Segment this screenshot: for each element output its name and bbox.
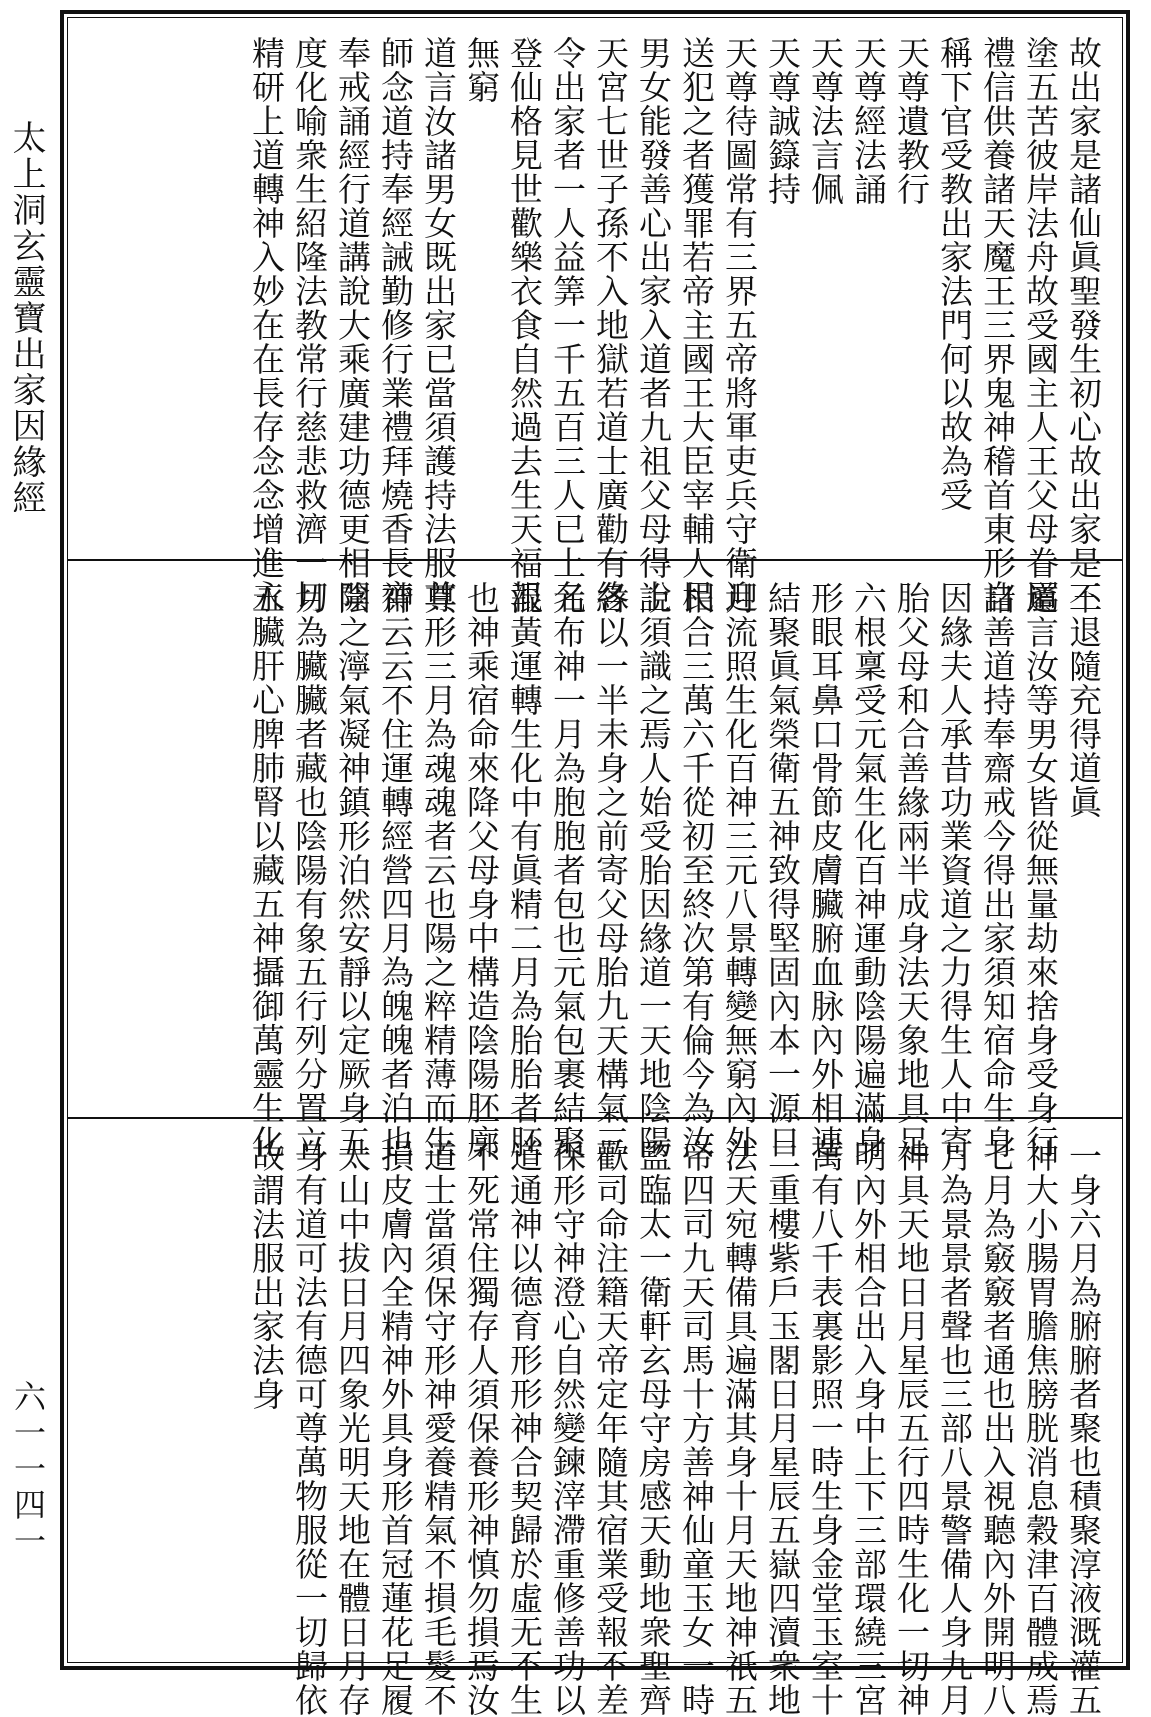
text-column: 度化喻衆生紹隆法教常行慈悲救濟一切 <box>290 36 329 614</box>
text-column: 結聚眞氣榮衛五神致得堅固內本一源日 <box>763 581 802 1159</box>
text-column: 因緣夫人承昔功業資道之力得生人中寄 <box>935 581 974 1159</box>
text-column: 天尊遺教行 <box>892 36 931 206</box>
text-column: 神大小腸胃膽焦膀胱消息穀津百體成焉 <box>1021 1139 1060 1717</box>
margin-book-title: 太上洞玄靈寶出家因緣經 <box>6 120 46 516</box>
panel-divider <box>68 559 1122 561</box>
text-column: 混黃運轉生化中有眞精二月為胎胎者胚 <box>505 581 544 1159</box>
text-column: 保形守神澄心自然變鍊滓滯重修善功以 <box>548 1139 587 1717</box>
text-column: 登仙格見世歡樂衣食自然過去生天福報 <box>505 36 544 614</box>
text-column: 法天宛轉備具遍滿其身十月天地神祇五 <box>720 1139 759 1717</box>
text-column: 萬有八千表裏影照一時生身金堂玉室十 <box>806 1139 845 1717</box>
text-column: 帝四司九天司馬十方善神仙童玉女一時 <box>677 1139 716 1717</box>
text-column: 各以一半未身之前寄父母胎九天構氣三 <box>591 581 630 1159</box>
text-column: 師念道持奉經誡勤修行業禮拜燒香長齋 <box>376 36 415 614</box>
text-column: 天尊經法誦 <box>849 36 888 206</box>
text-column: 不退隨充得道眞 <box>1064 581 1103 819</box>
text-column: 也神乘宿命來降父母身中構造陰陽胚廓 <box>462 581 501 1159</box>
text-column: 七月為竅竅者通也出入視聽內外開明八 <box>978 1139 1017 1717</box>
text-column: 天尊誠籙持 <box>763 36 802 206</box>
text-columns <box>248 36 1102 614</box>
text-column: 月為臟臟者藏也陰陽有象五行列分置立 <box>290 581 329 1159</box>
text-column: 道士當須保守形神愛養精氣不損毛髮不 <box>419 1139 458 1717</box>
text-column: 損皮膚內全精神外具身形首冠蓮花足履 <box>376 1139 415 1717</box>
text-column: 月為景景者聲也三部八景警備人身九月 <box>935 1139 974 1717</box>
text-column: 二重樓紫戶玉閣日月星辰五嶽四瀆衆地 <box>763 1139 802 1717</box>
text-column: 太山中拔日月四象光明天地在體日月存 <box>333 1139 372 1717</box>
text-columns <box>248 1139 1102 1717</box>
text-column: 月流照生化百神三元八景轉變無窮內外 <box>720 581 759 1159</box>
text-column: 塗五苦彼岸法舟故受國主人王父母眷屬 <box>1021 36 1060 614</box>
text-column: 送犯之者獲罪若帝主國王大臣宰輔人民 <box>677 36 716 614</box>
text-column: 陰之濘氣凝神鎮形泊然安靜以定厥身五 <box>333 581 372 1159</box>
text-panel-middle <box>68 563 1122 1159</box>
text-column: 天尊待圖常有三界五帝將軍吏兵守衛迎 <box>720 36 759 614</box>
text-column: 元布神一月為胞胞者包也元氣包裹結聚 <box>548 581 587 1159</box>
text-column: 天尊法言佩 <box>806 36 845 206</box>
text-column: 故謂法服出家法身 <box>247 1139 286 1411</box>
text-column: 其形三月為魂魂者云也陽之粹精薄而生 <box>419 581 458 1159</box>
text-column: 道言汝等男女皆從無量劫來捨身受身行 <box>1021 581 1060 1159</box>
text-column: 男女能發善心出家入道者九祖父母得上 <box>634 36 673 614</box>
text-column: 歡司命注籍天帝定年隨其宿業受報不差 <box>591 1139 630 1717</box>
text-column: 胎父母和合善緣兩半成身法天象地具足 <box>892 581 931 1159</box>
text-column: 故出家是諸仙眞聖發生初心故出家是三 <box>1064 36 1103 614</box>
text-panel-top <box>68 18 1122 614</box>
text-panel-bottom <box>68 1121 1122 1717</box>
text-column: 六根稟受元氣生化百神運動陰陽遍滿身 <box>849 581 888 1159</box>
text-column: 神具天地日月星辰五行四時生化一切神 <box>892 1139 931 1717</box>
text-column: 一身六月為腑腑者聚也積聚淳液溉灌五 <box>1064 1139 1103 1717</box>
text-column: 身有道可法有德可尊萬物服從一切歸依 <box>290 1139 329 1717</box>
panel-divider <box>68 1117 1122 1119</box>
text-column: 說須識之焉人始受胎因緣道一天地陰陽 <box>634 581 673 1159</box>
text-column: 道言汝諸男女既出家已當須護持法服尊 <box>419 36 458 614</box>
text-column: 禮信供養諸天魔王三界鬼神稽首東形自 <box>978 36 1017 614</box>
text-column: 無窮 <box>462 36 501 104</box>
text-column: 不死常住獨存人須保養形神慎勿損焉汝 <box>462 1139 501 1717</box>
text-column: 相合三萬六千從初至終次第有倫今為汝 <box>677 581 716 1159</box>
margin-page-number: 六一一四一 <box>9 1380 47 1560</box>
text-column: 五臟肝心脾肺腎以藏五神攝御萬靈生化 <box>247 581 286 1159</box>
text-column: 稱下官受教出家法門何以故為受 <box>935 36 974 512</box>
text-column: 諸善道持奉齋戒今得出家須知宿命生身 <box>978 581 1017 1159</box>
text-column: 形眼耳鼻口骨節皮膚臟腑血脉內外相連 <box>806 581 845 1159</box>
text-column: 精研上道轉神入妙在在長存念念增進永 <box>247 36 286 614</box>
text-columns <box>248 581 1102 1159</box>
text-column: 神云云不住運轉經營四月為魄魄者泊也 <box>376 581 415 1159</box>
text-column: 監臨太一衛軒玄母守房感天動地衆聖齊 <box>634 1139 673 1717</box>
text-column: 天宮七世子孫不入地獄若道士廣勸有緣 <box>591 36 630 614</box>
text-column: 明內外相合出入身中上下三部環繞三宮 <box>849 1139 888 1717</box>
page-frame <box>60 10 1130 1717</box>
text-column: 令出家者一人益筭一千五百三人已上名 <box>548 36 587 614</box>
text-column: 奉戒誦經行道講說大乘廣建功德更相開 <box>333 36 372 614</box>
text-column: 道通神以德育形形神合契歸於虛无不生 <box>505 1139 544 1717</box>
